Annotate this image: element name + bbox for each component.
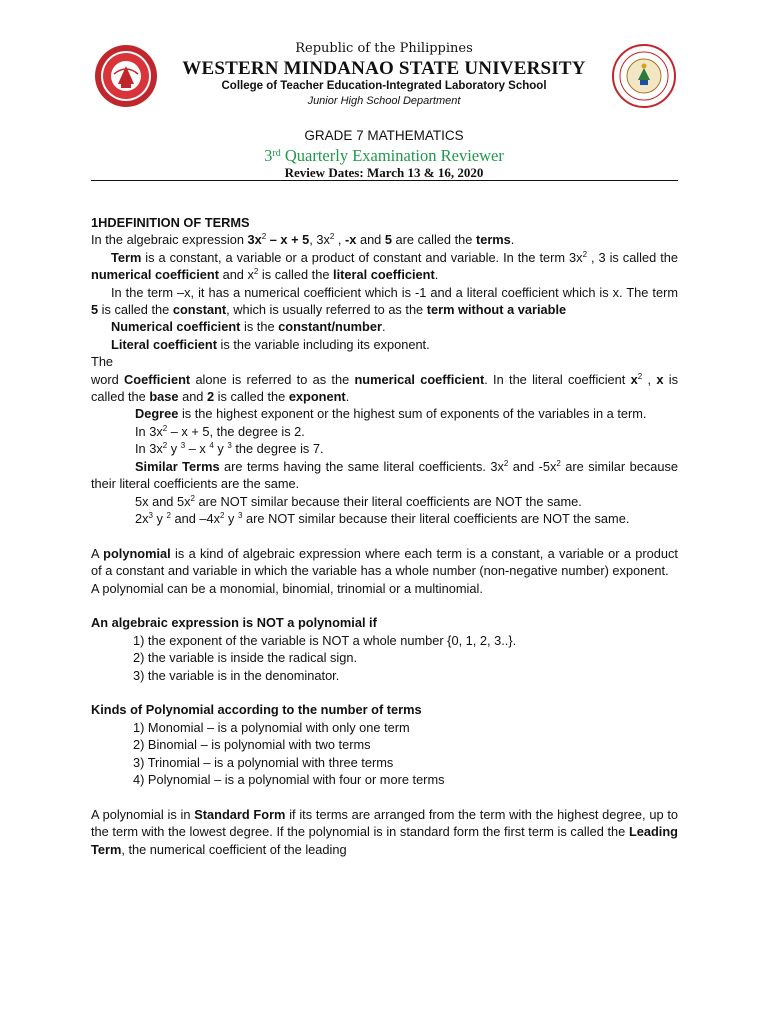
paragraph-term-def: Term is a constant, a variable or a product of constant and variable. In the term $3x^2$ , 3 is called the numerical coefficient and $x^2$ is called the literal coefficient.	[91, 249, 678, 283]
kinds-title: Kinds of Polynomial according to the number of terms	[91, 702, 422, 718]
section-title: 1HDEFINITION OF TERMS	[91, 215, 250, 230]
paragraph-the: The	[91, 354, 114, 370]
paragraph-literal-coefficient: Literal coefficient is the variable including its exponent.	[111, 336, 430, 352]
example-degree-1: In $3x^2 - x + 5$, the degree is 2.	[135, 423, 305, 439]
list-item: 2) Binomial – is polynomial with two terms	[133, 737, 371, 753]
spacer	[91, 527, 678, 544]
list-item: 1) the exponent of the variable is NOT a whole number {0, 1, 2, 3..}.	[133, 632, 517, 648]
spacer	[91, 788, 678, 805]
paragraph-similar-terms: Similar Terms are terms having the same literal coefficients. $3x^2$ and $-5x^2$ are similar because their literal coefficients are the same.	[91, 458, 678, 492]
spacer	[91, 597, 678, 614]
header-divider	[91, 180, 678, 181]
list-item: 1) Monomial – is a polynomial with only one term	[133, 719, 410, 735]
example-not-similar-2: $2x^3$ y $^2$ and $-4x^2$ y $^3$ are NOT similar because their literal coefficients are NOT the same.	[135, 510, 630, 526]
list-item: 2) the variable is inside the radical sign.	[133, 650, 358, 666]
paragraph-degree: Degree is the highest exponent or the highest sum of exponents of the variables in a term.	[135, 406, 647, 422]
document-body	[91, 214, 678, 858]
grade-title: GRADE 7 MATHEMATICS	[304, 128, 464, 143]
example-degree-2: In $3x^2$ y $^3$ – x $^4$ y $^3$ the degree is 7.	[135, 441, 324, 457]
college-name: College of Teacher Education-Integrated Laboratory School	[221, 80, 547, 92]
paragraph-constant: In the term –x, it has a numerical coefficient which is -1 and a literal coefficient which is x. The term 5 is called the constant, which is usually referred to as the term without a variable	[91, 284, 678, 318]
republic-line: Republic of the Philippines	[295, 41, 473, 56]
paragraph-numerical-coefficient: Numerical coefficient is the constant/number.	[111, 319, 386, 335]
exam-title: 3rd Quarterly Examination Reviewer	[264, 146, 504, 165]
paragraph-polynomial-kinds: A polynomial can be a monomial, binomial, trinomial or a multinomial.	[91, 580, 483, 596]
department-name: Junior High School Department	[307, 95, 461, 107]
university-name: WESTERN MINDANAO STATE UNIVERSITY	[182, 58, 586, 79]
spacer	[91, 684, 678, 701]
paragraph-polynomial: A polynomial is a kind of algebraic expression where each term is a constant, a variable or a product of a constant and variable in which the variable has a whole number (non-negative number) exponent.	[91, 545, 678, 579]
example-not-similar-1: 5x and $5x^2$ are NOT similar because their literal coefficients are NOT the same.	[135, 493, 582, 509]
paragraph-coefficient-word: word Coefficient alone is referred to as the numerical coefficient. In the literal coefficient $x^2$ , x is called the base and 2 is called the exponent.	[91, 371, 678, 405]
paragraph-standard-form: A polynomial is in Standard Form if its terms are arranged from the term with the highest degree, up to the term with the lowest degree. If the polynomial is in standard form the first term is called the Leading Term, the numerical coefficient of the leading	[91, 806, 678, 857]
list-item: 3) the variable is in the denominator.	[133, 667, 340, 683]
paragraph-terms-intro: In the algebraic expression $3x^2 - x + 5$, $3x^2$ , -x and 5 are called the terms.	[91, 232, 515, 248]
review-dates: Review Dates: March 13 & 16, 2020	[284, 165, 484, 180]
list-item: 4) Polynomial – is a polynomial with four or more terms	[133, 771, 445, 787]
not-polynomial-title: An algebraic expression is NOT a polynomial if	[91, 615, 377, 631]
list-item: 3) Trinomial – is a polynomial with three terms	[133, 754, 394, 770]
